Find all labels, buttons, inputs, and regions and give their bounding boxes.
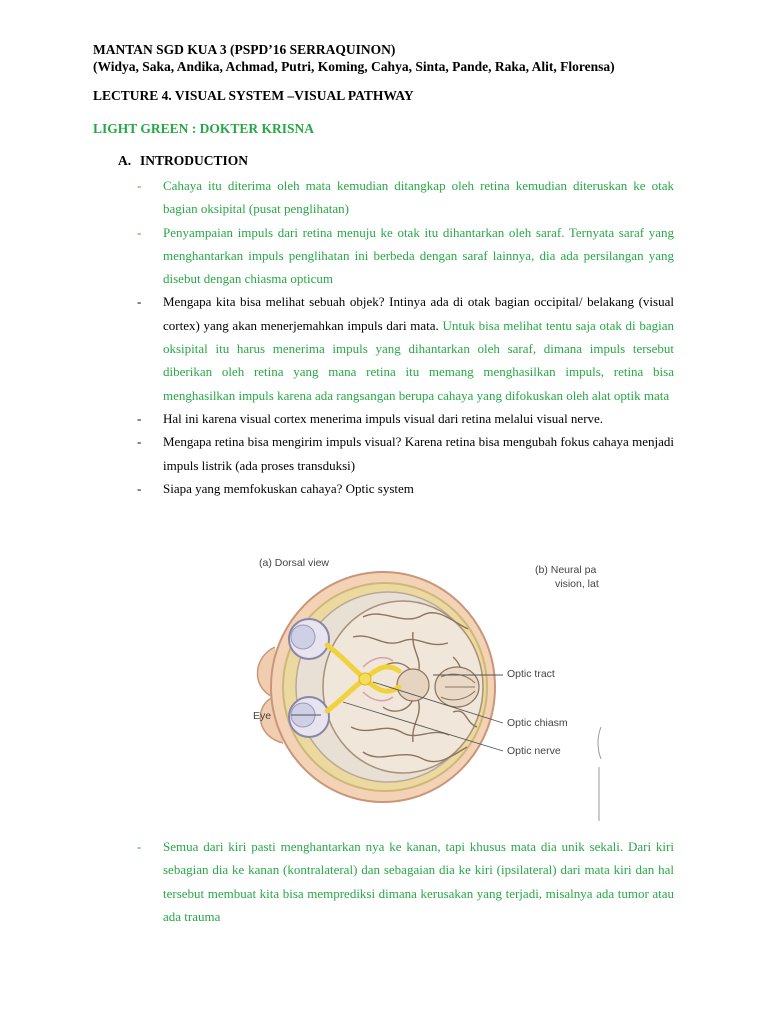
document-header-line2: (Widya, Saka, Andika, Achmad, Putri, Koming, Cahya, Sinta, Pande, Raka, Alit, Florensa) xyxy=(93,59,615,74)
figure-label-dorsal-view: (a) Dorsal view xyxy=(259,557,330,569)
bullet-dash: - xyxy=(137,434,142,450)
bullet-text-black: Hal ini karena visual cortex menerima impuls visual dari retina melalui visual nerve. xyxy=(163,410,604,426)
figure-label-optic-tract: Optic tract xyxy=(507,668,555,680)
bullet-list-top xyxy=(137,174,674,500)
bullet-dash: - xyxy=(137,839,142,854)
bullet-item xyxy=(137,290,674,406)
section-letter: A. xyxy=(118,153,132,168)
lecture-title: LECTURE 4. VISUAL SYSTEM –VISUAL PATHWAY xyxy=(93,88,414,103)
green-legend-title: LIGHT GREEN : DOKTER KRISNA xyxy=(93,121,315,136)
bullet-text-black: Siapa yang memfokuskan cahaya? Optic system xyxy=(163,480,414,496)
bullet-list-bottom xyxy=(137,835,674,928)
bullet-item xyxy=(137,174,674,221)
figure-label-optic-nerve: Optic nerve xyxy=(507,745,561,757)
bullet-item xyxy=(137,477,674,500)
figure-label-eye: Eye xyxy=(253,710,272,722)
figure-label-optic-chiasm: Optic chiasm xyxy=(507,717,568,729)
bullet-item xyxy=(137,430,674,477)
bullet-text-green: Untuk bisa melihat tentu saja otak di bagian oksipital itu harus menerima impuls yang dihantarkan oleh saraf, dimana impuls tersebut diberikan oleh retina yang mana retina itu memang menghasilkan impuls, retina bisa menghasilkan impuls karena ada rangsangan berupa cahaya yang difokuskan oleh alat optik mata xyxy=(163,317,674,403)
bullet-dash: - xyxy=(137,480,142,496)
brain-visual-pathway-figure xyxy=(213,537,603,821)
bullet-text-green: Penyampaian impuls dari retina menuju ke otak itu dihantarkan oleh saraf. Ternyata saraf yang menghantarkan impuls penglihatan ini berbeda dengan saraf lainnya, dia ada persilangan yang disebut dengan chiasma opticum xyxy=(163,224,674,287)
bullet-item xyxy=(137,221,674,291)
figure-label-vision-lat: vision, lat xyxy=(555,578,599,590)
bullet-dash: - xyxy=(137,294,142,310)
bullet-text-green: Cahaya itu diterima oleh mata kemudian ditangkap oleh retina kemudian diteruskan ke otak bagian oksipital (pusat penglihatan) xyxy=(163,178,674,217)
bullet-dash: - xyxy=(137,224,142,240)
bullet-text-black: Mengapa retina bisa mengirim impuls visual? Karena retina bisa mengubah fokus cahaya menjadi impuls listrik (ada proses transduksi) xyxy=(163,434,674,473)
bullet-item xyxy=(137,407,674,430)
section-heading xyxy=(118,153,248,169)
figure-label-neural-pathway: (b) Neural pa xyxy=(535,564,597,576)
bullet-dash: - xyxy=(137,410,142,426)
bullet-text-green: Semua dari kiri pasti menghantarkan nya ke kanan, tapi khusus mata dia unik sekali. Dari kiri sebagian dia ke kanan (kontralateral) dan sebagaian dia ke kiri (ipsilateral) dari mata kiri dan hal tersebut membuat kita bisa memprediksi dimana kerusakan yang terjadi, misalnya ada tumor atau ada trauma xyxy=(163,839,674,924)
bullet-dash: - xyxy=(137,178,142,193)
bullet-item xyxy=(137,835,674,928)
bullet-text-black: Mengapa kita bisa melihat sebuah objek? Intinya ada di otak bagian occipital/ belakang (visual cortex) yang akan menerjemahkan impuls dari mata. xyxy=(163,294,674,333)
section-title: INTRODUCTION xyxy=(140,153,249,168)
document-header-line1: MANTAN SGD KUA 3 (PSPD’16 SERRAQUINON) xyxy=(93,42,396,57)
